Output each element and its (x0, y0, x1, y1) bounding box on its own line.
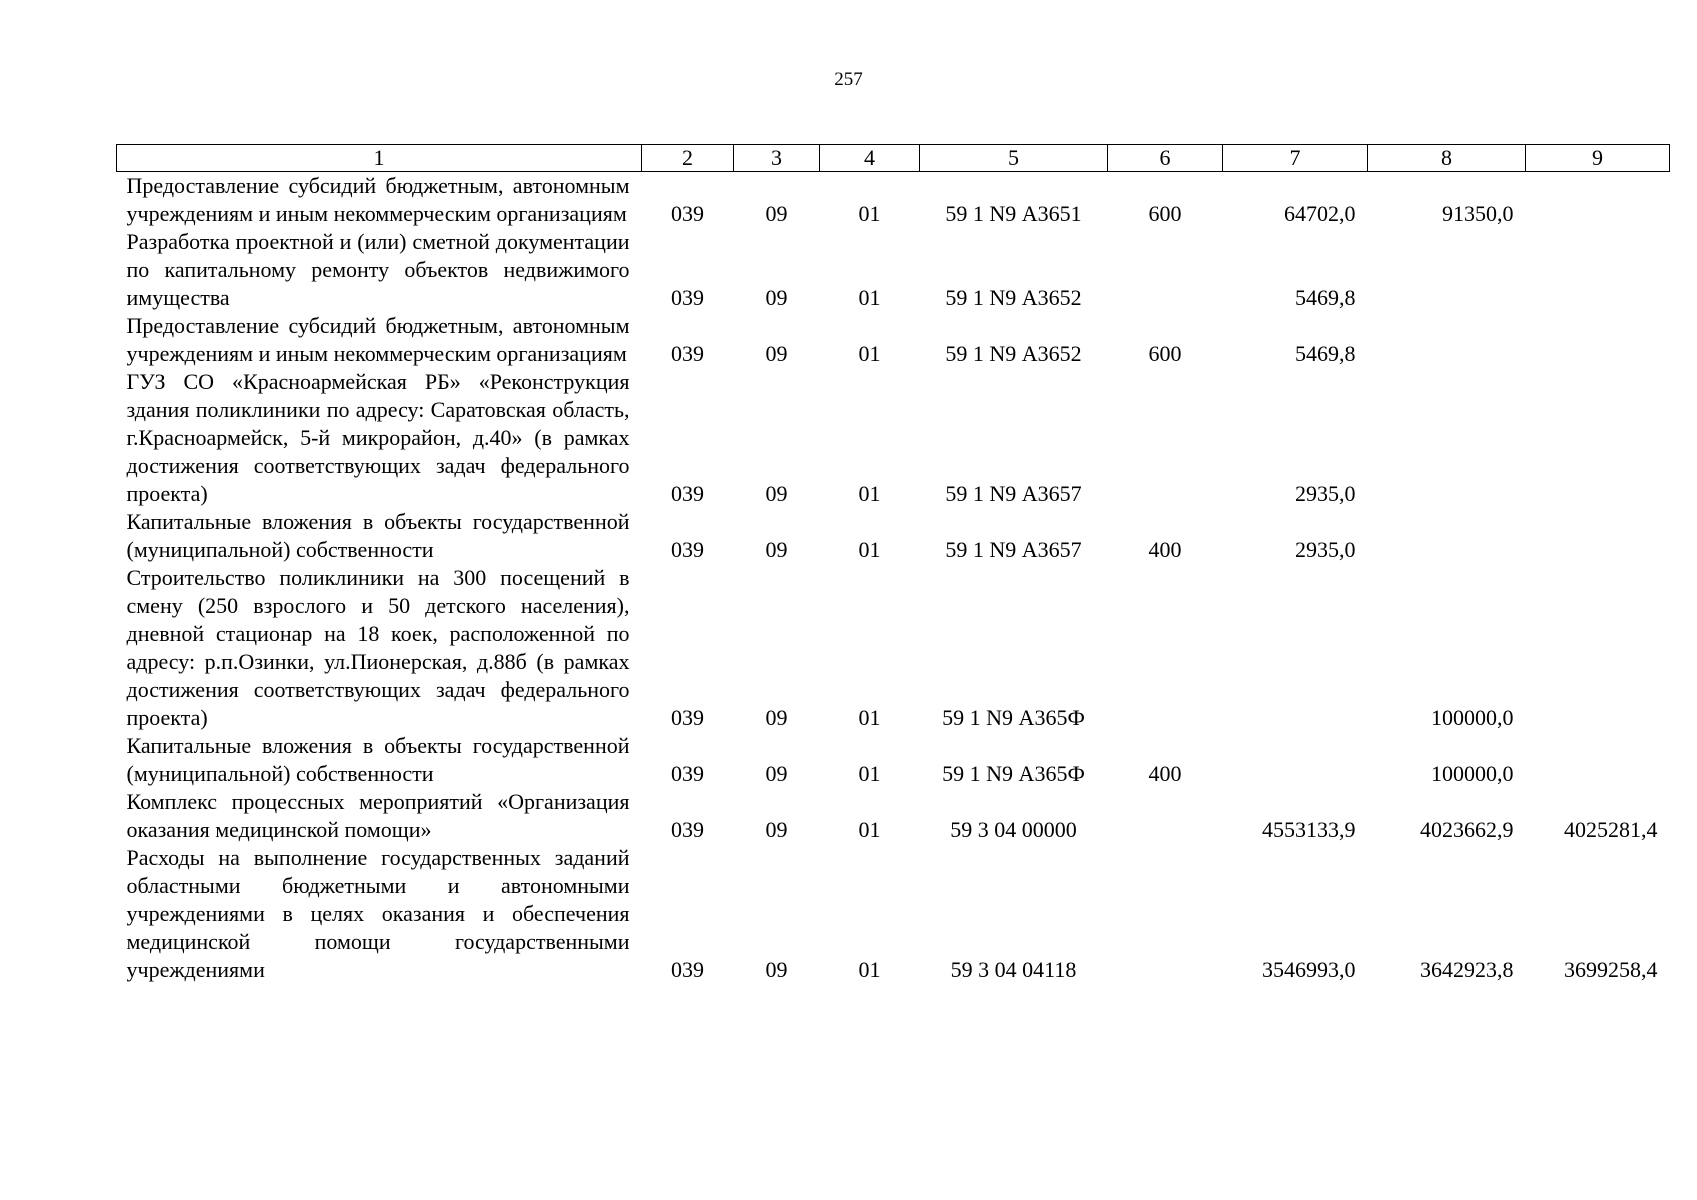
row-code-section: 09 (765, 957, 788, 982)
row-code-target: 59 1 N9 А3652 (945, 285, 1082, 310)
column-header: 8 (1368, 145, 1526, 172)
row-amount-col7: 5469,8 (1295, 341, 1356, 366)
row-code-expense-type: 400 (1148, 761, 1182, 786)
row-amount-col7: 3546993,0 (1262, 957, 1356, 982)
row-amount-col7: 64702,0 (1284, 201, 1356, 226)
row-description: Капитальные вложения в объекты государственной (муниципальной) собственности (126, 509, 630, 562)
column-header: 5 (920, 145, 1108, 172)
table-row (117, 312, 1670, 368)
row-code-subsection: 01 (858, 201, 881, 226)
row-code-target: 59 1 N9 А3657 (945, 537, 1082, 562)
column-header: 6 (1108, 145, 1223, 172)
column-header: 9 (1526, 145, 1670, 172)
column-header: 3 (734, 145, 820, 172)
row-code-expense-type (1108, 844, 1223, 984)
column-header: 2 (642, 145, 734, 172)
row-amount-col8 (1368, 312, 1526, 368)
row-code-admin: 039 (671, 285, 704, 310)
row-amount-col8: 100000,0 (1431, 761, 1514, 786)
row-amount-col8: 100000,0 (1431, 705, 1514, 730)
row-description: ГУЗ СО «Красноармейская РБ» «Реконструкция здания поликлиники по адресу: Саратовская область, г.Красноармейск, 5-й микрорайон, д.40» (в рамках достижения соответствующих задач федерального проекта) (126, 369, 630, 506)
row-code-admin: 039 (671, 705, 704, 730)
table-row (117, 228, 1670, 312)
row-amount-col7 (1223, 732, 1368, 788)
budget-table (116, 144, 1670, 984)
column-header: 4 (820, 145, 920, 172)
row-code-section: 09 (765, 201, 788, 226)
row-code-expense-type (1108, 228, 1223, 312)
table-body (117, 172, 1670, 985)
page-number: 257 (834, 69, 863, 90)
column-header: 7 (1223, 145, 1368, 172)
row-code-expense-type: 600 (1148, 341, 1182, 366)
row-code-admin: 039 (671, 817, 704, 842)
row-code-admin: 039 (671, 481, 704, 506)
row-code-expense-type (1108, 788, 1223, 844)
row-code-target: 59 3 04 04118 (950, 957, 1077, 982)
row-code-subsection: 01 (858, 537, 881, 562)
row-amount-col8 (1368, 508, 1526, 564)
row-amount-col8: 3642923,8 (1420, 957, 1514, 982)
row-code-subsection: 01 (858, 761, 881, 786)
row-amount-col9 (1526, 732, 1670, 788)
row-description: Строительство поликлиники на 300 посещений в смену (250 взрослого и 50 детского населения), дневной стационар на 18 коек, расположенной по адресу: р.п.Озинки, ул.Пионерская, д.88б (в рамках достижения соответствующих задач федерального проекта) (126, 565, 630, 730)
row-code-expense-type: 600 (1148, 201, 1182, 226)
row-amount-col8: 4023662,9 (1420, 817, 1514, 842)
row-code-section: 09 (765, 285, 788, 310)
row-code-admin: 039 (671, 341, 704, 366)
row-code-subsection: 01 (858, 481, 881, 506)
table-row (117, 368, 1670, 508)
row-code-section: 09 (765, 817, 788, 842)
row-code-admin: 039 (671, 201, 704, 226)
row-description: Разработка проектной и (или) сметной документации по капитальному ремонту объектов недвижимого имущества (126, 229, 630, 310)
row-amount-col9: 3699258,4 (1564, 957, 1658, 982)
row-amount-col7: 5469,8 (1295, 285, 1356, 310)
row-description: Предоставление субсидий бюджетным, автономным учреждениям и иным некоммерческим организациям (126, 313, 630, 366)
row-amount-col9 (1526, 564, 1670, 732)
row-code-admin: 039 (671, 761, 704, 786)
column-number-row (117, 145, 1670, 172)
row-code-subsection: 01 (858, 285, 881, 310)
row-code-subsection: 01 (858, 705, 881, 730)
column-header: 1 (117, 145, 642, 172)
row-code-target: 59 3 04 00000 (950, 817, 1077, 842)
row-amount-col7 (1223, 564, 1368, 732)
row-description: Предоставление субсидий бюджетным, автономным учреждениям и иным некоммерческим организациям (126, 173, 630, 226)
row-code-target: 59 1 N9 А3657 (945, 481, 1082, 506)
row-code-expense-type (1108, 564, 1223, 732)
row-description: Капитальные вложения в объекты государственной (муниципальной) собственности (126, 733, 630, 786)
row-code-admin: 039 (671, 957, 704, 982)
row-code-expense-type (1108, 368, 1223, 508)
row-amount-col8 (1368, 368, 1526, 508)
table-row (117, 844, 1670, 984)
row-amount-col9 (1526, 312, 1670, 368)
row-description: Комплекс процессных мероприятий «Организация оказания медицинской помощи» (126, 789, 630, 842)
row-code-section: 09 (765, 481, 788, 506)
row-code-target: 59 1 N9 А365Ф (942, 705, 1085, 730)
row-amount-col9 (1526, 228, 1670, 312)
row-amount-col7: 2935,0 (1295, 481, 1356, 506)
row-code-subsection: 01 (858, 957, 881, 982)
row-code-target: 59 1 N9 А3652 (945, 341, 1082, 366)
table-row (117, 172, 1670, 229)
row-amount-col7: 2935,0 (1295, 537, 1356, 562)
row-code-target: 59 1 N9 А3651 (945, 201, 1082, 226)
table-row (117, 564, 1670, 732)
table-row (117, 508, 1670, 564)
row-code-section: 09 (765, 761, 788, 786)
table-row (117, 732, 1670, 788)
row-code-admin: 039 (671, 537, 704, 562)
row-amount-col9 (1526, 172, 1670, 229)
row-amount-col8: 91350,0 (1442, 201, 1514, 226)
row-code-section: 09 (765, 341, 788, 366)
row-code-expense-type: 400 (1148, 537, 1182, 562)
row-description: Расходы на выполнение государственных заданий областными бюджетными и автономными учреждениями в целях оказания и обеспечения медицинской помощи государственными учреждениями (126, 845, 630, 982)
row-code-section: 09 (765, 705, 788, 730)
table-row (117, 788, 1670, 844)
row-code-target: 59 1 N9 А365Ф (942, 761, 1085, 786)
row-amount-col9: 4025281,4 (1564, 817, 1658, 842)
row-amount-col9 (1526, 368, 1670, 508)
row-code-subsection: 01 (858, 341, 881, 366)
row-amount-col8 (1368, 228, 1526, 312)
row-amount-col7: 4553133,9 (1262, 817, 1356, 842)
row-code-section: 09 (765, 537, 788, 562)
row-amount-col9 (1526, 508, 1670, 564)
row-code-subsection: 01 (858, 817, 881, 842)
